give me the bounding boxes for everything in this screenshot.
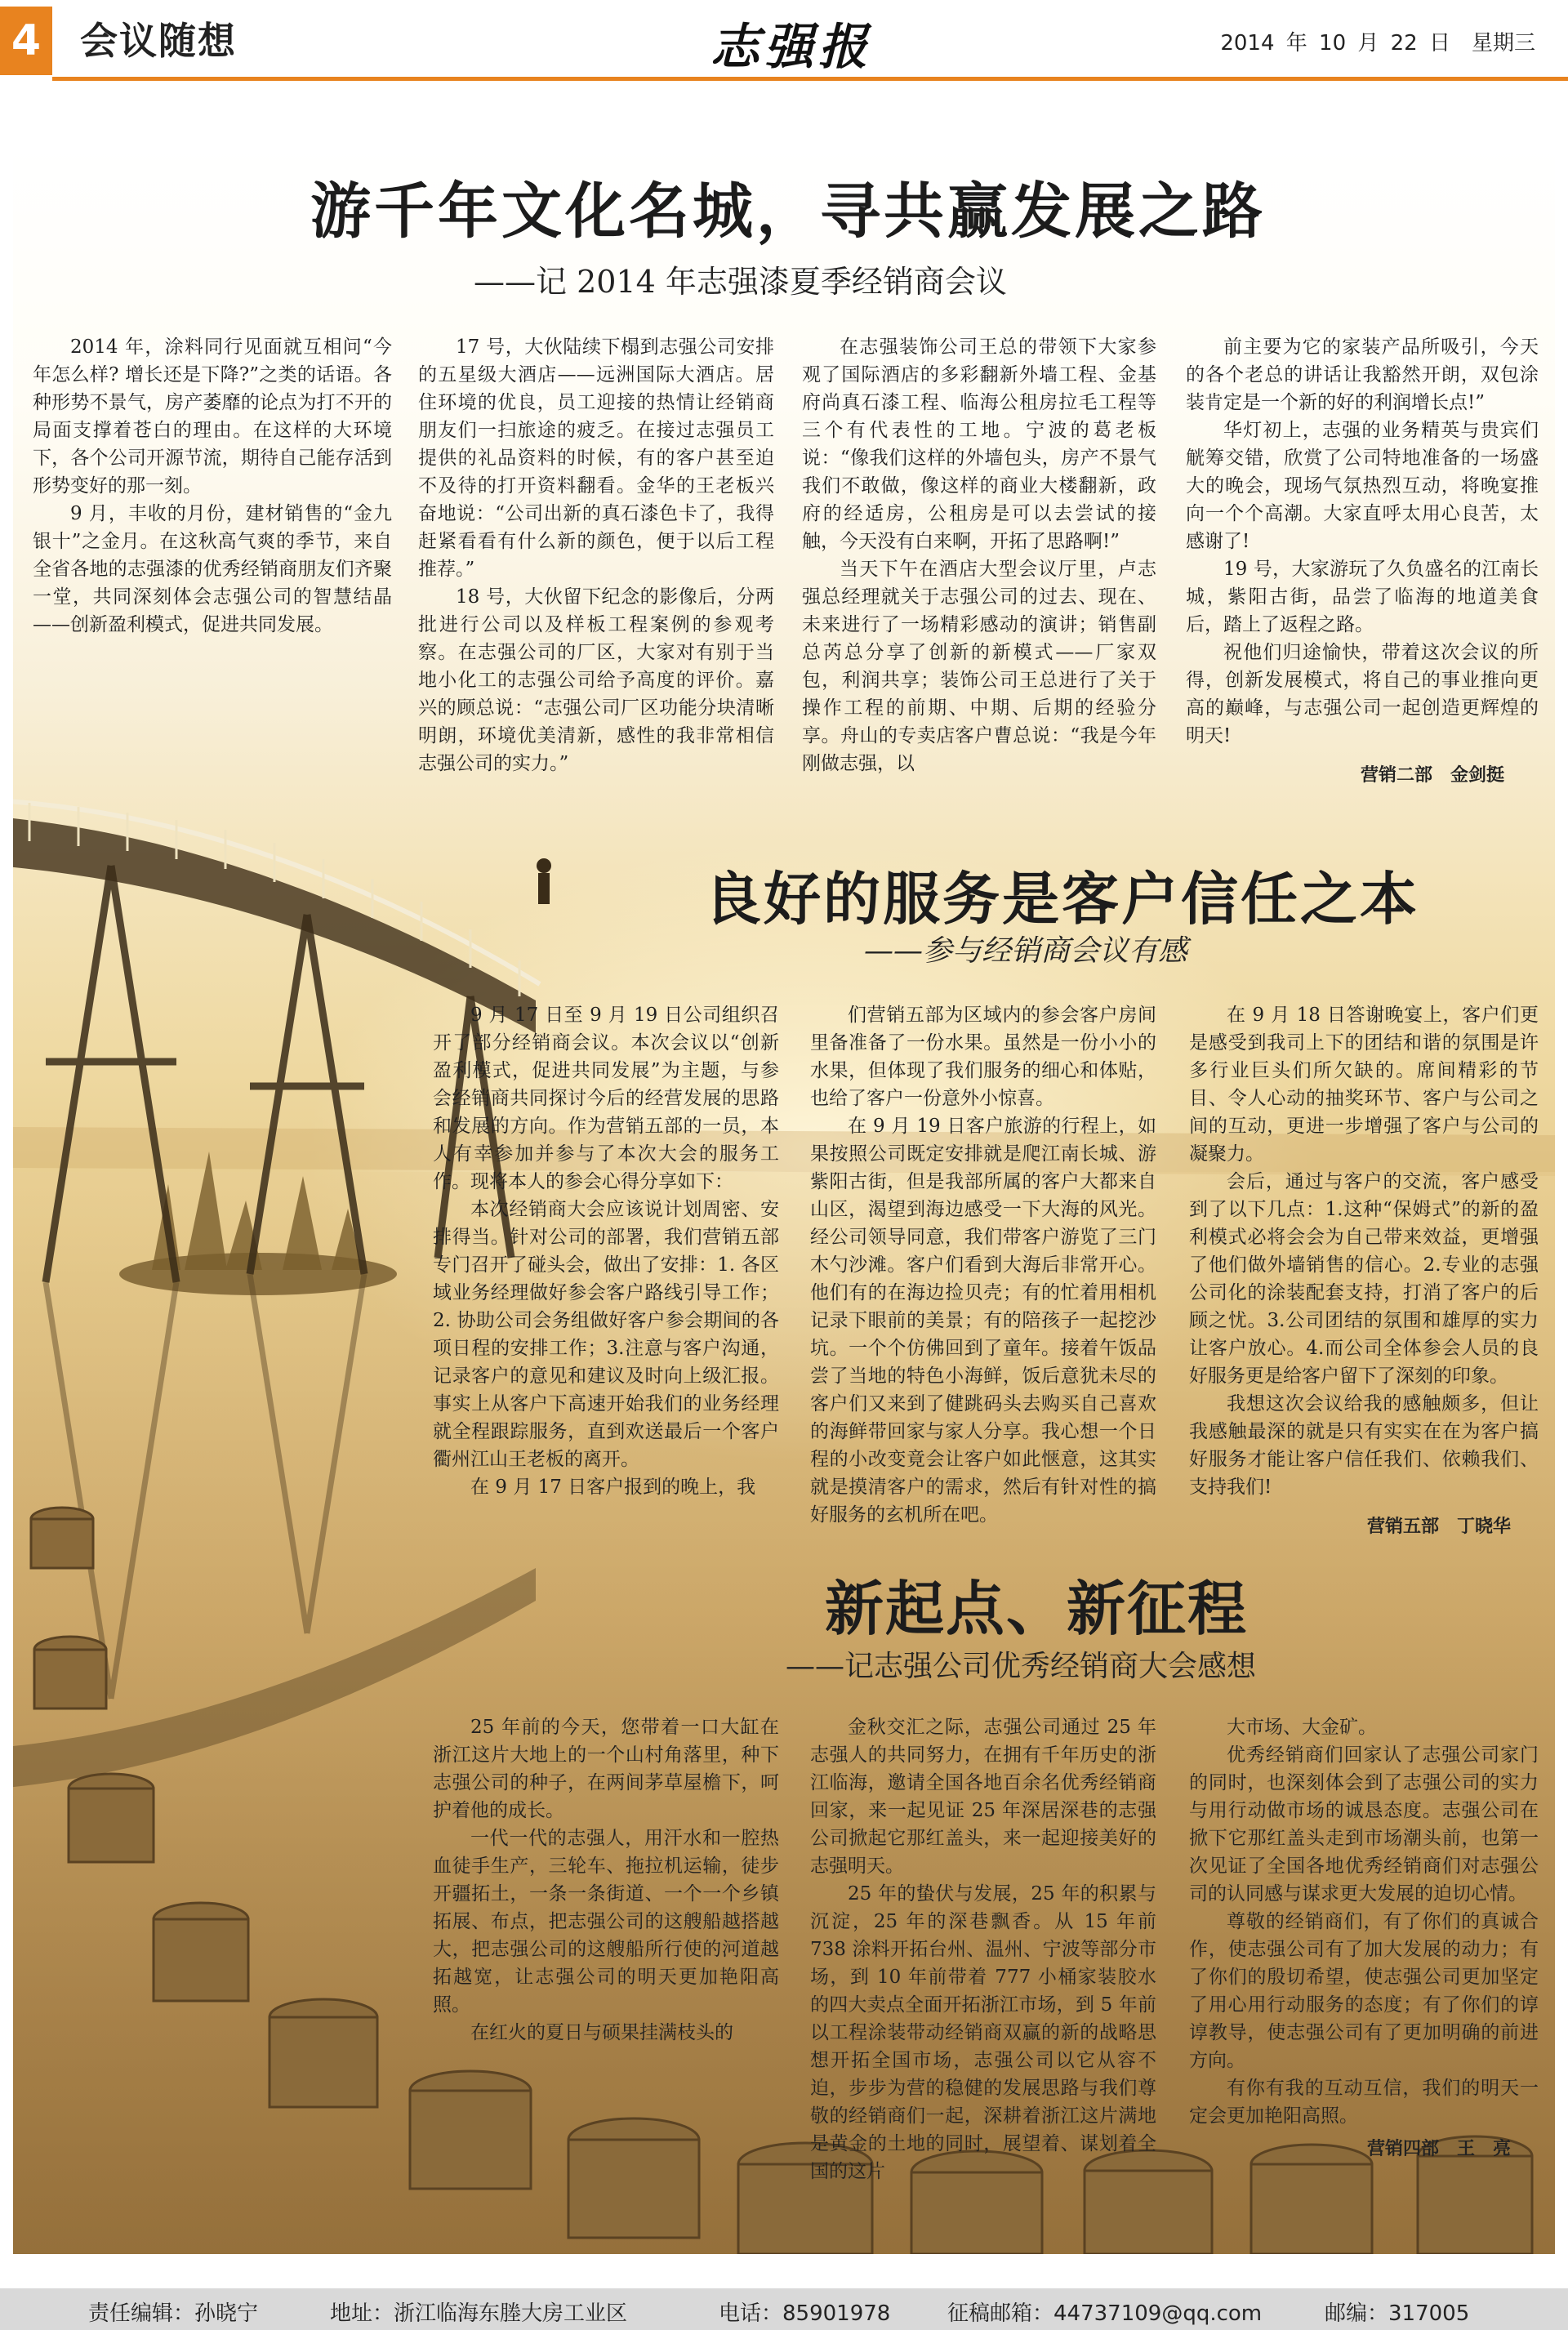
article2-subhead: ——参与经销商会议有感 [864, 934, 1188, 968]
issue-date: 2014 年 10 月 22 日 星期三 [1220, 31, 1535, 56]
footer-editor: 责任编辑：孙晓宁 [88, 2301, 259, 2326]
footer-postcode: 邮编：317005 [1325, 2301, 1470, 2326]
paragraph: 一代一代的志强人，用汗水和一腔热血徒手生产，三轮车、拖拉机运输，徒步开疆拓土，一条一条街道、一个一个乡镇拓展、布点，把志强公司的这艘船越搭越大，把志强公司的这艘船所行使的河道越拓越宽，让志强公司的明天更加艳阳高照。 [433, 1828, 779, 2016]
paragraph: 尊敬的经销商们，有了你们的真诚合作，使志强公司有了加大发展的动力；有了你们的殷切希望，使志强公司更加坚定了用心用行动服务的态度；有了你们的谆谆教导，使志强公司有了更加明确的前进方向。 [1189, 1911, 1539, 2071]
paragraph: 在志强装饰公司王总的带领下大家参观了国际酒店的多彩翻新外墙工程、金基府尚真石漆工程、临海公租房拉毛工程等三个有代表性的工地。宁波的葛老板说：“像我们这样的外墙包头，房产不景气我们不敢做，像这样的商业大楼翻新，政府的经适房，公租房是可以去尝试的接触，今天没有白来啊，开拓了思路啊!” [802, 336, 1156, 552]
article2-byline: 营销五部 丁晓华 [1367, 1516, 1512, 1537]
paragraph: 当天下午在酒店大型会议厅里，卢志强总经理就关于志强公司的过去、现在、未来进行了一场精彩感动的演讲；销售副总芮总分享了创新的新模式——厂家双包，利润共享；装饰公司王总进行了关于操作工程的前期、中期、后期的经验分享。舟山的专卖店客户曹总说：“我是今年刚做志强，以 [802, 559, 1156, 774]
masthead-divider [52, 77, 1568, 81]
paragraph: 会后，通过与客户的交流，客户感受到了以下几点：1.这种“保姆式”的新的盈利模式必将会会为自己带来效益，更增强了他们做外墙销售的信心。2.专业的志强公司化的涂装配套支持，打消了客户的后顾之忧。3.公司团结的氛围和雄厚的实力让客户放心。4.而公司全体参会人员的良好服务更是给客户留下了深刻的印象。 [1189, 1171, 1539, 1387]
paragraph: 我想这次会议给我的感触颇多，但让我感触最深的就是只有实实在在为客户搞好服务才能让客户信任我们、依赖我们、支持我们! [1189, 1393, 1539, 1498]
section-title: 会议随想 [80, 19, 237, 63]
paragraph: 在 9 月 19 日客户旅游的行程上，如果按照公司既定安排就是爬江南长城、游紫阳古街，但是我部所属的客户大都来自山区，渴望到海边感受一下大海的风光。经公司领导同意，我们带客户游览了三门木勺沙滩。客户们看到大海后非常开心。他们有的在海边捡贝壳；有的忙着用相机记录下眼前的美景；有的陪孩子一起挖沙坑。一个个仿佛回到了童年。接着午饭品尝了当地的特色小海鲜，饭后意犹未尽的客户们又来到了健跳码头去购买自己喜欢的海鲜带回家与家人分享。我心想一个日程的小改变竟会让客户如此惬意，这其实就是摸清客户的需求，然后有针对性的搞好服务的玄机所在吧。 [810, 1116, 1156, 1526]
article3-column-1 [433, 1713, 779, 2047]
paragraph: 9 月，丰收的月份，建材销售的“金九银十”之金月。在这秋高气爽的季节，来自全省各地的志强漆的优秀经销商朋友们齐聚一堂，共同深刻体会志强公司的智慧结晶——创新盈利模式，促进共同发展。 [33, 503, 392, 635]
article1-byline: 营销二部 金剑挺 [1361, 764, 1505, 786]
paragraph: 在 9 月 17 日客户报到的晚上，我 [470, 1477, 756, 1498]
article1-column-1 [33, 333, 392, 639]
footer-address: 地址：浙江临海东塍大房工业区 [330, 2301, 628, 2326]
paragraph: 华灯初上，志强的业务精英与贵宾们觥筹交错，欣赏了公司特地准备的一场盛大的晚会，现场气氛热烈互动，将晚宴推向一个个高潮。大家直呼太用心良苦，太感谢了! [1186, 420, 1539, 552]
article3-headline: 新起点、新征程 [825, 1575, 1249, 1643]
paragraph: 25 年前的今天，您带着一口大缸在浙江这片大地上的一个山村角落里，种下志强公司的种子，在两间茅草屋檐下，呵护着他的成长。 [433, 1717, 779, 1821]
paragraph: 们营销五部为区域内的参会客户房间里备准备了一份水果。虽然是一份小小的水果，但体现了我们服务的细心和体贴，也给了客户一份意外小惊喜。 [810, 1005, 1156, 1109]
article2-headline: 良好的服务是客户信任之本 [704, 866, 1419, 933]
article2-column-1 [433, 1001, 779, 1501]
article1-column-3 [802, 333, 1156, 777]
paragraph: 优秀经销商们回家认了志强公司家门的同时，也深刻体会到了志强公司的实力与用行动做市场的诚恳态度。志强公司在掀下它那红盖头走到市场潮头前，也第一次见证了全国各地优秀经销商们对志强公司的认同感与谋求更大发展的迫切心情。 [1189, 1744, 1539, 1905]
paragraph: 有你有我的互动互信，我们的明天一定会更加艳阳高照。 [1189, 2078, 1539, 2127]
article1-headline: 游千年文化名城，寻共赢发展之路 [310, 176, 1266, 247]
page-footer [0, 2288, 1568, 2330]
paragraph: 在红火的夏日与硕果挂满枝头的 [470, 2022, 733, 2043]
paragraph: 17 号，大伙陆续下榻到志强公司安排的五星级大酒店——远洲国际大酒店。居住环境的优良，员工迎接的热情让经销商朋友们一扫旅途的疲乏。在接过志强员工提供的礼品资料的时候，有的客户甚至迫不及待的打开资料翻看。金华的王老板兴奋地说：“公司出新的真石漆色卡了，我得赶紧看看有什么新的颜色，便于以后工程推荐。” [418, 336, 774, 580]
paragraph: 前主要为它的家装产品所吸引，今天的各个老总的讲话让我豁然开朗，双包涂装肯定是一个新的好的利润增长点!” [1186, 336, 1539, 413]
paragraph: 18 号，大伙留下纪念的影像后，分两批进行公司以及样板工程案例的参观考察。在志强公司的厂区，大家对有别于当地小化工的志强公司给予高度的评价。嘉兴的顾总说：“志强公司厂区功能分块清晰明朗，环境优美清新，感性的我非常相信志强公司的实力。” [418, 586, 774, 774]
paragraph: 19 号，大家游玩了久负盛名的江南长城，紫阳古街，品尝了临海的地道美食后，踏上了返程之路。 [1186, 559, 1539, 635]
page-number: 4 [0, 7, 52, 75]
paragraph: 祝他们归途愉快，带着这次会议的所得，创新发展模式，将自己的事业推向更高的巅峰，与志强公司一起创造更辉煌的明天! [1186, 642, 1539, 746]
paragraph: 25 年的蛰伏与发展，25 年的积累与沉淀，25 年的深巷飘香。从 15 年前 738 涂料开拓台州、温州、宁波等部分市场，到 10 年前带着 777 小桶家装胶水的四大卖点全面开拓浙江市场，到 5 年前以工程涂装带动经销商双赢的新的战略思想开拓全国市场，志强公司以它从容不迫，步步为营的稳健的发展思路与我们尊敬的经销商们一起，深耕着浙江这片满地是黄金的土地的同时，展望着、谋划着全国的这片 [810, 1883, 1156, 2182]
article1-column-2 [418, 333, 774, 777]
paragraph: 大市场、大金矿。 [1227, 1717, 1377, 1738]
newspaper-logo: 志强报 [710, 19, 872, 76]
paragraph: 金秋交汇之际，志强公司通过 25 年志强人的共同努力，在拥有千年历史的浙江临海，邀请全国各地百余名优秀经销商回家，来一起见证 25 年深居深巷的志强公司掀起它那红盖头，来一起迎接美好的志强明天。 [810, 1717, 1156, 1877]
footer-phone: 电话：85901978 [719, 2301, 891, 2326]
paragraph: 2014 年，涂料同行见面就互相问“今年怎么样? 增长还是下降?”之类的话语。各种形势不景气，房产萎靡的论点为打不开的局面支撑着苍白的理由。在这样的大环境下，各个公司开源节流，期待自己能存活到形势变好的那一刻。 [33, 336, 392, 497]
footer-email: 征稿邮箱：44737109@qq.com [947, 2301, 1263, 2326]
article2-column-3 [1189, 1001, 1539, 1501]
article1-subhead: ——记 2014 年志强漆夏季经销商会议 [474, 264, 1007, 300]
article3-column-3 [1189, 1713, 1539, 2130]
article3-column-2 [810, 1713, 1156, 2185]
paragraph: 本次经销商大会应该说计划周密、安排得当。针对公司的部署，我们营销五部专门召开了碰头会，做出了安排：1. 各区域业务经理做好参会客户路线引导工作；2. 协助公司会务组做好客户参会期间的各项日程的安排工作；3.注意与客户沟通，记录客户的意见和建议及时向上级汇报。事实上从客户下高速开始我们的业务经理就全程跟踪服务，直到欢送最后一个客户衢州江山王老板的离开。 [433, 1199, 779, 1470]
article3-subhead: ——记志强公司优秀经销商大会感想 [786, 1650, 1257, 1683]
paragraph: 在 9 月 18 日答谢晚宴上，客户们更是感受到我司上下的团结和谐的氛围是许多行业巨头们所欠缺的。席间精彩的节目、令人心动的抽奖环节、客户与公司之间的互动，更进一步增强了客户与公司的凝聚力。 [1189, 1005, 1539, 1165]
article3-byline: 营销四部 王 亮 [1367, 2138, 1512, 2159]
article2-column-2 [810, 1001, 1156, 1529]
paragraph: 9 月 17 日至 9 月 19 日公司组织召开了部分经销商会议。本次会议以“创新盈利模式，促进共同发展”为主题，与参会经销商共同探讨今后的经营发展的思路和发展的方向。作为营销五部的一员，本人有幸参加并参与了本次大会的服务工作。现将本人的参会心得分享如下： [433, 1005, 779, 1192]
article1-column-4 [1186, 333, 1539, 750]
masthead [0, 0, 1568, 78]
